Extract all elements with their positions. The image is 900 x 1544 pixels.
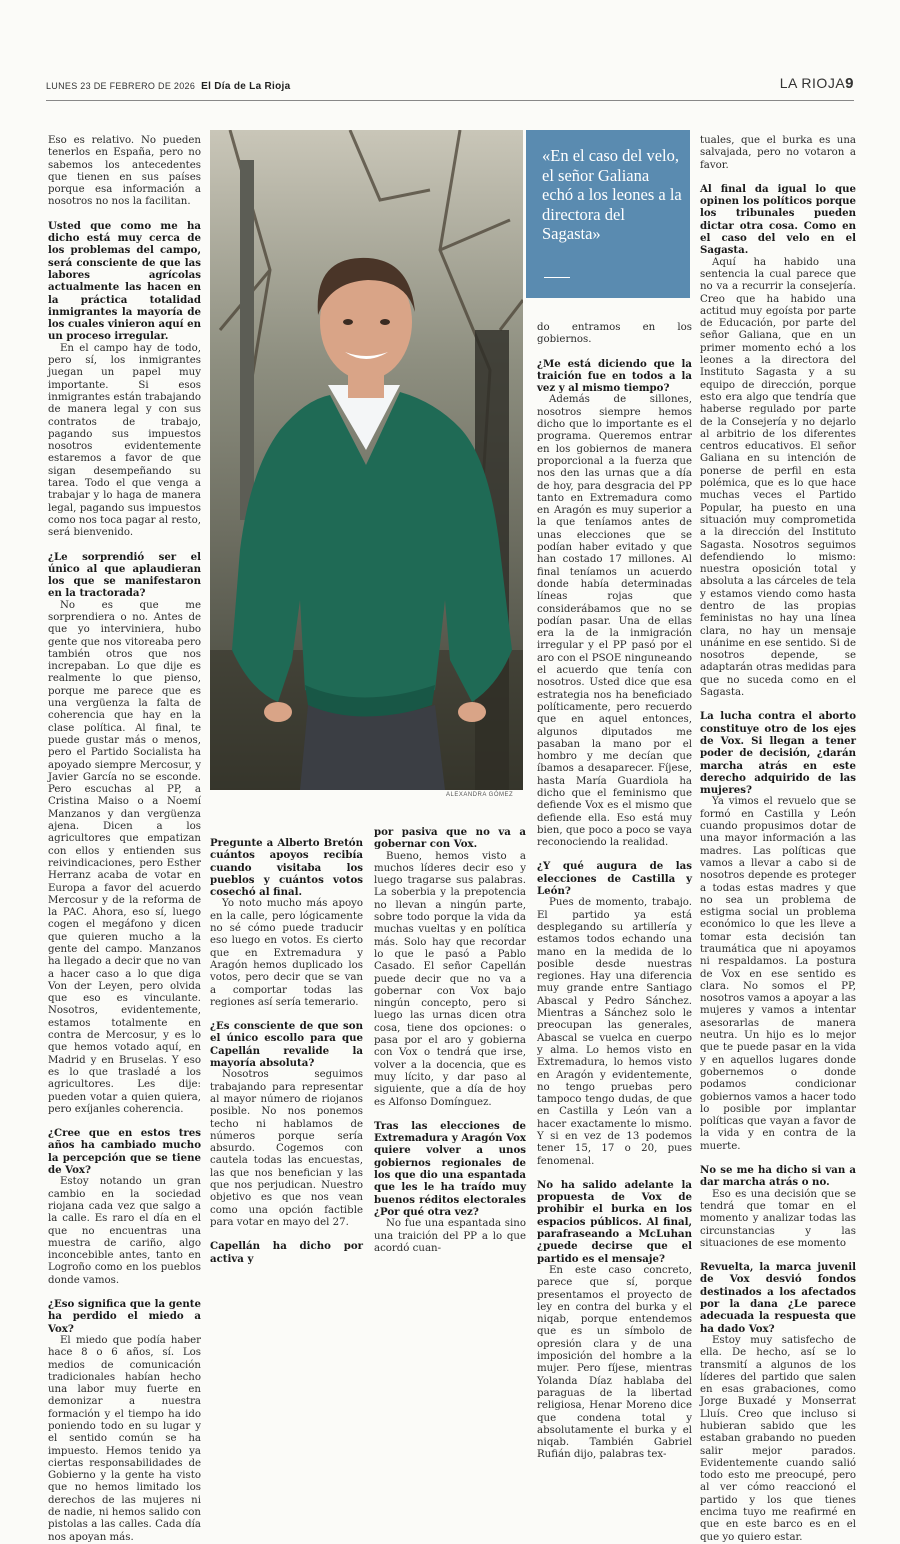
article-column-1 [48, 135, 201, 1544]
interview-question: Pregunte a Alberto Bretón cuántos apoyos recibía cuando visitaba los pueblos y cuántos votos cosechó al final. [210, 837, 363, 899]
portrait-illustration [210, 130, 523, 790]
interview-question: Revuelta, la marca juvenil de Vox desvió fondos destinados a los afectados por la dana ¿Le parece adecuada la respuesta que ha dado Vox? [700, 1261, 856, 1335]
interview-question: La lucha contra el aborto constituye otro de los ejes de Vox. Si llegan a tener poder de decisión, ¿darán marcha atrás en este derecho adquirido de las mujeres? [700, 710, 856, 797]
photo-credit: ALEXANDRA GÓMEZ [446, 792, 514, 798]
interview-question: ¿Y qué augura de las elecciones de Castilla y León? [537, 860, 692, 898]
answer-paragraph: Aquí ha habido una sentencia la cual parece que no va a recurrir la consejería. Creo que ha habido una actitud muy egoísta por parte de Educación, por parte del señor Galiana, que en un primer momento echó a los leones a la directora del Instituto Sagasta y a su equipo de dirección, porque esto era algo que tendría que haberse regulado por parte de la Consejería y no dejarlo al arbitrio de los diferentes centros educativos. El señor Galiana en su intención de ponerse de perfil en esta polémica, que es lo que hace muchas veces el Partido Popular, ha puesto en una situación muy comprometida a la dirección del Instituto Sagasta. Nosotros seguimos defendiendo lo mismo: nuestra oposición total y absoluta a las cárceles de tela y estamos viendo como hasta dentro de las propias feministas no hay una línea clara, no hay un mensaje unánime en ese sentido. Si de nosotros depende, se adaptarán otras medidas para que no suceda como en el Sagasta. [700, 256, 856, 699]
section-name: LA RIOJA [779, 75, 846, 91]
interview-question: Al final da igual lo que opinen los políticos porque los tribunales pueden dictar otra cosa. Como en el caso del velo en el Sagasta. [700, 182, 856, 257]
pull-quote-text: «En el caso del velo, el señor Galiana echó a los leones a la directora del Sagasta» [542, 146, 682, 243]
page-number: 9 [845, 75, 854, 92]
answer-paragraph: En el campo hay de todo, pero sí, los inmigrantes juegan un papel muy importante. Si esos inmigrantes están trabajando de manera legal y con sus contratos de trabajo, pagando sus impuestos nosotros evidentemente estaremos a favor de que sigan desempeñando su tarea. Todo el que venga a trabajar y lo haga de manera legal, pagando sus impuestos como nos toca pagar al resto, será bienvenido. [48, 342, 201, 539]
article-column-4 [537, 322, 692, 1462]
pull-quote [526, 130, 690, 298]
interview-question: Capellán ha dicho por activa y [210, 1240, 363, 1265]
answer-paragraph: Yo noto mucho más apoyo en la calle, pero lógicamente no sé cómo puede traducir eso luego en votos. Es cierto que en Extremadura y Aragón hemos duplicado los votos, pero decir que se van a comportar todas las regiones así sería temerario. [210, 898, 363, 1008]
answer-paragraph: Eso es una decisión que se tendrá que tomar en el momento y analizar todas las circunstancias y las situaciones de ese momento [700, 1188, 856, 1249]
answer-paragraph: Estoy notando un gran cambio en la sociedad riojana cada vez que salgo a la calle. Es raro el día en el que no encuentras una muestra de cariño, algo inconcebible antes, tanto en Logroño como en los pueblos donde vamos. [48, 1176, 201, 1286]
interview-question: Usted que como me ha dicho está muy cerca de los problemas del campo, será consciente de que las labores agrícolas actualmente las hacen en la práctica totalidad inmigrantes la mayoría de los cuales vinieron aquí en un proceso irregular. [48, 219, 201, 343]
date-text: LUNES 23 DE FEBRERO DE 2026 [46, 81, 196, 91]
interview-question: Tras las elecciones de Extremadura y Aragón Vox quiere volver a unos gobiernos regionales de los que dio una espantada que les le ha traído muy buenos réditos electorales ¿Por qué otra vez? [374, 1119, 526, 1218]
answer-paragraph: En este caso concreto, parece que sí, porque presentamos el proyecto de ley en contra del burka y el niqab, porque entendemos que es un símbolo de opresión clara y de una imposición del hombre a la mujer. Pero fíjese, mientras Yolanda Díaz hablaba del paraguas de la libertad religiosa, Henar Moreno dice que condena total y absolutamente el burka y el niqab. También Gabriel Rufián dijo, palabras tex- [537, 1264, 692, 1461]
answer-paragraph: Pues de momento, trabajo. El partido ya está desplegando su artillería y estamos todos echando una mano en la medida de lo posible desde nuestras regiones. Hay una diferencia muy grande entre Santiago Abascal y Pedro Sánchez. Mientras a Sánchez solo le preocupan las generales, Abascal se vuelca en cuerpo y alma. Lo hemos visto en Extremadura, lo hemos visto en Aragón y evidentemente, no tengo pruebas pero tampoco tengo dudas, de que en Castilla y León van a hacer exactamente lo mismo. Y si en vez de 13 podemos tener 15, 17 o 20, pues fenomenal. [537, 897, 692, 1167]
section-label [780, 75, 854, 92]
answer-paragraph: Eso es relativo. No pueden tenerlos en España, pero no sabemos los antecedentes que tienen en sus países porque esa información a nosotros no nos la facilitan. [48, 135, 201, 208]
interview-question: ¿Eso significa que la gente ha perdido el miedo a Vox? [48, 1298, 201, 1335]
answer-paragraph: Nosotros seguimos trabajando para representar al mayor número de riojanos posible. No nos ponemos techo ni hablamos de números porque sería absurdo. Cogemos con cautela todas las encuestas, las que nos benefician y las que nos perjudican. Nuestro objetivo es que nos vean como una opción factible para votar en mayo del 27. [210, 1069, 363, 1228]
interview-question: No se me ha dicho si van a dar marcha atrás o no. [700, 1164, 856, 1189]
answer-paragraph: No fue una espantada sino una traición del PP a lo que acordó cuan- [374, 1218, 526, 1254]
interviewee-photo [210, 130, 523, 790]
interview-question: por pasiva que no va a gobernar con Vox. [374, 826, 526, 851]
interview-question: ¿Es consciente de que son el único escollo para que Capellán revalide la mayoría absoluta? [210, 1020, 363, 1070]
answer-paragraph: Bueno, hemos visto a muchos líderes decir eso y luego tragarse sus palabras. La soberbia y la prepotencia no llevan a ningún parte, sobre todo porque la vida da muchas vueltas y en política más. Solo hay que recordar lo que le pasó a Pablo Casado. El señor Capellán puede decir que no va a gobernar con Vox bajo ningún concepto, pero si luego las urnas dicen otra cosa, tiene dos opciones: o pasa por el aro y gobierna con Vox o tendrá que irse, volver a la docencia, que es muy lícito, y dar paso al siguiente, que a día de hoy es Alfonso Domínguez. [374, 850, 526, 1108]
article-column-3 [374, 826, 526, 1255]
interview-question: ¿Le sorprendió ser el único al que aplaudieran los que se manifestaron en la tractorada? [48, 550, 201, 600]
answer-paragraph: tuales, que el burka es una salvajada, pero no votaron a favor. [700, 135, 856, 171]
article-column-5 [700, 135, 856, 1544]
interview-question: No ha salido adelante la propuesta de Vox de prohibir el burka en los espacios públicos. Al final, parafraseando a McLuhan ¿puede decirse que el partido es el mensaje? [537, 1178, 692, 1265]
answer-paragraph: El miedo que podía haber hace 8 o 6 años, sí. Los medios de comunicación tradicionales habían hecho una labor muy fuerte en demonizar a nuestra formación y el tiempo ha ido poniendo todo en su lugar y el sentido común se ha impuesto. Hemos tenido ya ciertas responsabilidades de Gobierno y la gente ha visto que no hemos limitado los derechos de las mujeres ni de nadie, ni hemos salido con pistolas a las calles. Cada día nos apoyan más. [48, 1334, 201, 1543]
page-header [46, 75, 854, 101]
answer-paragraph: do entramos en los gobiernos. [537, 322, 692, 346]
answer-paragraph: Además de sillones, nosotros siempre hemos dicho que lo importante es el programa. Queremos entrar en los gobiernos de manera proporcional a la fuerza que nos den las urnas que a día de hoy, para desgracia del PP tanto en Extremadura como en Aragón es muy superior a la que teníamos antes de unas elecciones que se podían haber evitado y que han costado 17 millones. Al final teníamos un acuerdo donde había determinadas líneas rojas que considerábamos que no se podían pasar. Una de ellas era la de la inmigración irregular y el PP pasó por el aro con el PSOE ninguneando el acuerdo que tenía con nosotros. Usted dice que esa estrategia nos ha beneficiado políticamente, pero recuerdo que en aquel entonces, algunos diputados me pasaban la mano por el hombro y me decían que íbamos a desaparecer. Fíjese, hasta María Guardiola ha dicho que el feminismo que defiende Vox es el mismo que defiende ella. Eso está muy bien, que poco a poco se vaya reconociendo la realidad. [537, 394, 692, 849]
answer-paragraph: Ya vimos el revuelo que se formó en Castilla y León cuando propusimos dotar de una mayor información a las madres. Las políticas que vamos a llevar a cabo si de nosotros depende es proteger a todas estas madres y que no sea un problema de estigma social un problema económico lo que les lleve a tomar esta decisión tan traumática que ni apoyamos ni respaldamos. La postura de Vox en ese sentido es clara. No somos el PP, nosotros vamos a apoyar a las mujeres y vamos a intentar asesorarlas de manera neutra. Un hijo es lo mejor que te puede pasar en la vida y en aquellos lugares donde gobernemos o donde podamos condicionar gobiernos vamos a hacer todo lo posible por implantar políticas que vayan a favor de la vida y en contra de la muerte. [700, 796, 856, 1152]
answer-paragraph: No es que me sorprendiera o no. Antes de que yo interviniera, hubo gente que nos vitoreaba pero también otros que nos increpaban. Lo que dije es realmente lo que pienso, porque me parece que es una vergüenza la falta de coherencia que hay en la clase política. Al final, te puede gustar más o menos, pero el Partido Socialista ha apoyado siempre Mercosur, y Javier García no se esconde. Pero escuchas al PP, a Cristina Maiso o a Noemí Manzanos y dan vergüenza ajena. Dicen a los agricultores que empatizan con ellos y entienden sus reivindicaciones, pero Esther Herranz acaba de votar en Europa a favor del acuerdo Mercosur y de la reforma de la PAC. Ahora, eso sí, luego cogen el megáfono y dicen que quieren mucho a la gente del campo. Manzanos ha llegado a decir que no van a hacer caso a lo que diga Von der Leyen, pero olvida que eso es vinculante. Nosotros, evidentemente, estamos totalmente en contra de Mercosur, y es lo que hemos votado aquí, en Madrid y en Bruselas. Y eso es lo que trasladé a los agricultores. Les dije: pueden votar a quien quiera, pero exíjanles coherencia. [48, 599, 201, 1115]
interview-question: ¿Me está diciendo que la traición fue en todos a la vez y al mismo tiempo? [537, 357, 692, 395]
newspaper-name: El Día de La Rioja [201, 81, 291, 92]
pull-quote-rule [544, 277, 570, 278]
header-date [46, 81, 290, 92]
article-column-2 [210, 826, 363, 1265]
interview-question: ¿Cree que en estos tres años ha cambiado mucho la percepción que se tiene de Vox? [48, 1127, 201, 1177]
answer-paragraph: Estoy muy satisfecho de ella. De hecho, así se lo transmití a algunos de los líderes del partido que salen en esas grabaciones, como Jorge Buxadé y Monserrat Lluís. Creo que incluso si hubieran sabido que les estaban grabando no pueden salir mejor parados. Evidentemente cuando salió todo esto me preocupé, pero al ver cómo reaccionó el partido y los que tienes encima tuyo me reafirmé en que en este barco es en el que yo quiero estar. [700, 1334, 856, 1543]
